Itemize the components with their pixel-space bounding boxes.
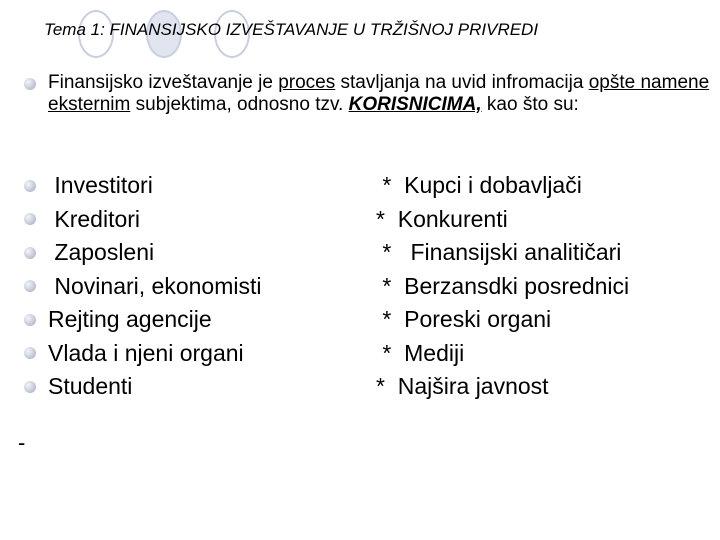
- intro-underlined-proces: proces: [278, 72, 336, 93]
- intro-text: kao što su:: [481, 94, 579, 115]
- intro-underlined-eksternim: eksternim: [48, 94, 131, 115]
- bullet-icon: [24, 347, 36, 359]
- list-item: Novinari, ekonomisti: [48, 272, 262, 299]
- list-item: Zaposleni: [48, 239, 155, 265]
- intro-underlined-opste-namene: opšte namene: [588, 72, 710, 93]
- list-item: * Kupci i dobavljači: [376, 172, 582, 198]
- trailing-dash: -: [18, 430, 26, 455]
- bullet-icon: [24, 180, 36, 192]
- intro-text: subjektima, odnosno tzv.: [130, 94, 349, 115]
- slide-title: Tema 1: FINANSIJSKO IZVEŠTAVANJE U TRŽIŠNOJ PRIVREDI: [44, 20, 539, 39]
- bullet-icon: [24, 78, 36, 90]
- bullet-icon: [24, 314, 36, 326]
- list-item: * Poreski organi: [376, 306, 552, 332]
- list-item: * Finansijski analitičari: [376, 239, 622, 265]
- bullet-icon: [24, 213, 36, 225]
- bullet-icon: [24, 280, 36, 292]
- list-item: * Konkurenti: [376, 205, 508, 232]
- list-item: * Mediji: [376, 339, 465, 366]
- users-list-right: [376, 169, 629, 404]
- list-item: * Berzansdki posrednici: [376, 272, 630, 299]
- intro-text: Finansijsko izveštavanje je: [48, 72, 279, 93]
- intro-paragraph: [48, 72, 712, 116]
- list-item: Kreditori: [48, 205, 141, 232]
- list-item: * Najšira javnost: [376, 373, 549, 399]
- intro-korisnicima: KORISNICIMA,: [348, 94, 482, 115]
- list-item: Vlada i njeni organi: [48, 339, 244, 366]
- list-item: Studenti: [48, 373, 133, 399]
- users-list-left: [48, 169, 261, 404]
- list-item: Investitori: [48, 172, 153, 198]
- bullet-icon: [24, 381, 36, 393]
- bullet-icon: [24, 247, 36, 259]
- intro-text: stavljanja na uvid infromacija: [335, 72, 589, 93]
- list-item: Rejting agencije: [48, 306, 212, 332]
